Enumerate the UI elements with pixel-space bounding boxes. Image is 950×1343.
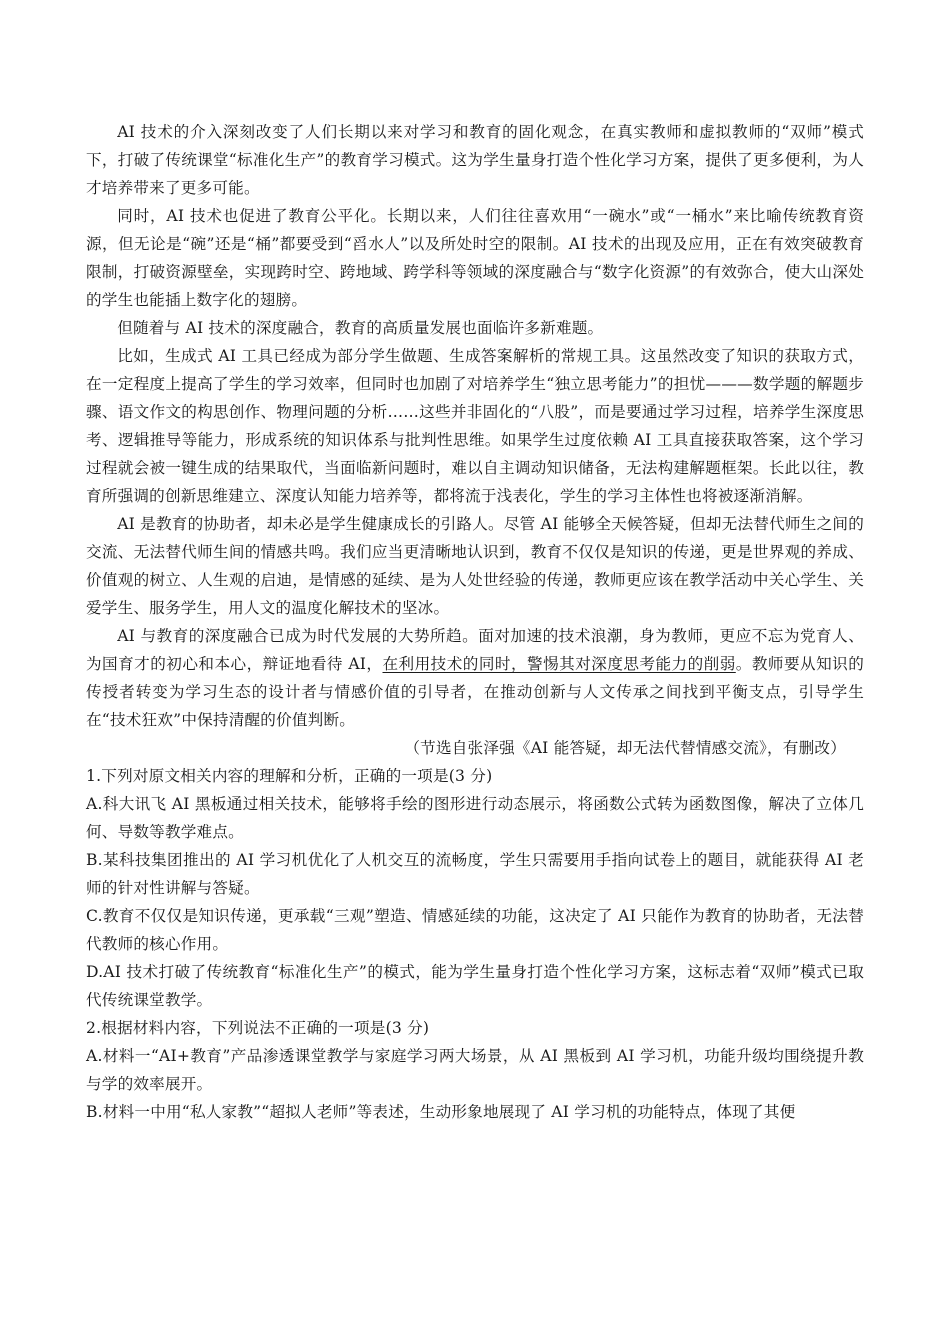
passage-paragraph-1: AI 技术的介入深刻改变了人们长期以来对学习和教育的固化观念，在真实教师和虚拟教师的“双师”模式下，打破了传统课堂“标准化生产”的教育学习模式。这为学生量身打造个性化学习方案，提供了更多便利，为人才培养带来了更多可能。	[86, 123, 864, 197]
passage-paragraph-5: AI 是教育的协助者，却未必是学生健康成长的引路人。尽管 AI 能够全天候答疑，但却无法替代师生之间的交流、无法替代师生间的情感共鸣。我们应当更清晰地认识到，教育不仅仅是知识的传递，更是世界观的养成、价值观的树立、人生观的启迪，是情感的延续、是为人处世经验的传递，教师更应该在教学活动中关心学生、关爱学生、服务学生，用人文的温度化解技术的坚冰。	[86, 515, 864, 617]
underlined-sentence: 在利用技术的同时，警惕其对深度思考能力的削弱	[382, 655, 736, 673]
question-1-option-a: A.科大讯飞 AI 黑板通过相关技术，能够将手绘的图形进行动态展示，将函数公式转为函数图像，解决了立体几何、导数等教学难点。	[86, 795, 864, 841]
question-2-option-b: B.材料一中用“私人家教”“超拟人老师”等表述，生动形象地展现了 AI 学习机的功能特点，体现了其便	[86, 1103, 796, 1121]
document-page	[86, 118, 864, 1126]
passage-paragraph-4: 比如，生成式 AI 工具已经成为部分学生做题、生成答案解析的常规工具。这虽然改变了知识的获取方式，在一定程度上提高了学生的学习效率，但同时也加剧了对培养学生“独立思考能力”的担忧———数学题的解题步骤、语文作文的构思创作、物理问题的分析……这些并非固化的“八股”，而是要通过学习过程，培养学生深度思考、逻辑推导等能力，形成系统的知识体系与批判性思维。如果学生过度依赖 AI 工具直接获取答案，这个学习过程就会被一键生成的结果取代，当面临新问题时，难以自主调动知识储备，无法构建解题框架。长此以往，教育所强调的创新思维建立、深度认知能力培养等，都将流于浅表化，学生的学习主体性也将被逐渐消解。	[86, 347, 864, 505]
passage-paragraph-2: 同时，AI 技术也促进了教育公平化。长期以来，人们往往喜欢用“一碗水”或“一桶水”来比喻传统教育资源，但无论是“碗”还是“桶”都要受到“舀水人”以及所处时空的限制。AI 技术的出现及应用，正在有效突破教育限制，打破资源壁垒，实现跨时空、跨地域、跨学科等领域的深度融合与“数字化资源”的有效弥合，使大山深处的学生也能插上数字化的翅膀。	[86, 207, 864, 309]
paragraph-6-text-start: AI 与教育的深度融合已成为时代发展的大势所趋。面对加速的技术浪潮，身为教师，更应不忘为党育人、为国育才的初心和本心，辩证地看待 AI，	[86, 627, 864, 673]
passage-paragraph-3: 但随着与 AI 技术的深度融合，教育的高质量发展也面临许多新难题。	[117, 319, 604, 337]
question-2-option-a: A.材料一“AI+教育”产品渗透课堂教学与家庭学习两大场景，从 AI 黑板到 AI 学习机，功能升级均围绕提升教与学的效率展开。	[86, 1047, 864, 1093]
question-1-option-c: C.教育不仅仅是知识传递，更承载“三观”塑造、情感延续的功能，这决定了 AI 只能作为教育的协助者，无法替代教师的核心作用。	[86, 907, 864, 953]
passage-paragraph-6	[86, 622, 864, 734]
question-2-stem: 2.根据材料内容，下列说法不正确的一项是(3 分)	[86, 1019, 430, 1037]
question-1-stem: 1.下列对原文相关内容的理解和分析，正确的一项是(3 分)	[86, 767, 493, 785]
source-citation: （节选自张泽强《AI 能答疑，却无法代替情感交流》，有删改）	[404, 739, 846, 757]
paragraph-6-text-end: 。教师要从知识的传授者转变为学习生态的设计者与情感价值的引导者，在推动创新与人文传承之间找到平衡支点，引导学生在“技术狂欢”中保持清醒的价值判断。	[86, 655, 864, 729]
question-1-option-b: B.某科技集团推出的 AI 学习机优化了人机交互的流畅度，学生只需要用手指向试卷上的题目，就能获得 AI 老师的针对性讲解与答疑。	[86, 851, 864, 897]
question-1-option-d: D.AI 技术打破了传统教育“标准化生产”的模式，能为学生量身打造个性化学习方案，这标志着“双师”模式已取代传统课堂教学。	[86, 963, 864, 1009]
